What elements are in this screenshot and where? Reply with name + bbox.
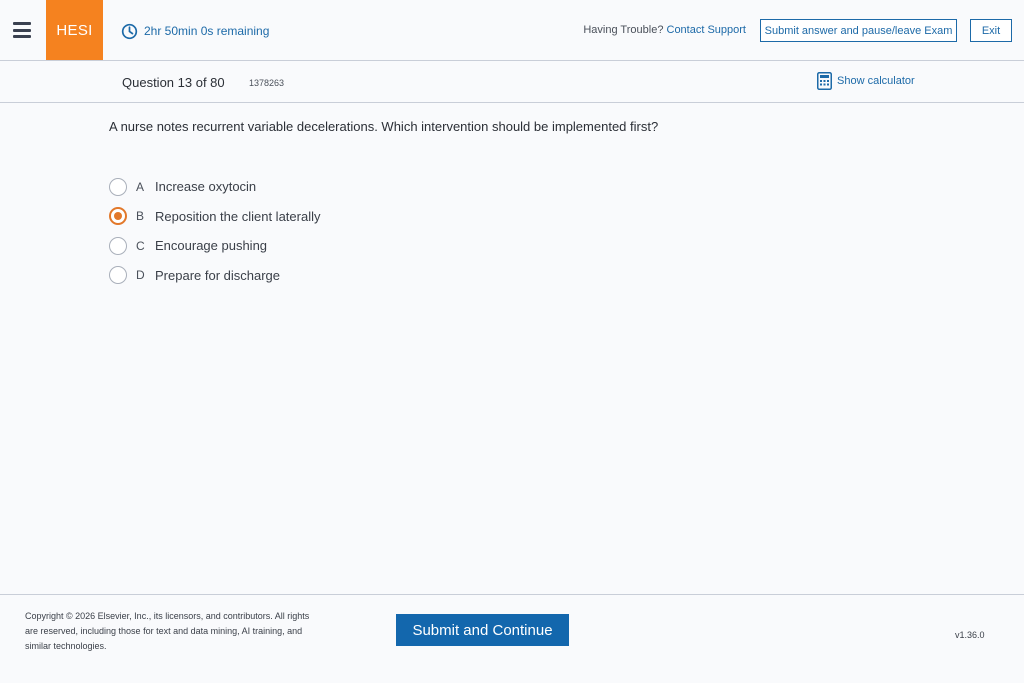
option-letter: D <box>136 268 145 283</box>
option-text: Prepare for discharge <box>155 267 281 283</box>
pause-leave-exam-button[interactable]: Submit answer and pause/leave Exam <box>760 19 957 42</box>
option-text: Encourage pushing <box>155 238 268 254</box>
header <box>0 0 1024 61</box>
timer <box>121 22 269 40</box>
option-letter: B <box>136 209 145 224</box>
footer <box>0 594 1024 683</box>
option-text: Reposition the client laterally <box>155 208 321 224</box>
timer-text: 2hr 50min 0s remaining <box>144 24 270 38</box>
radio-button-d[interactable] <box>109 266 127 284</box>
help-text <box>583 24 746 36</box>
question-number: Question 13 of 80 <box>122 75 225 90</box>
contact-support-link[interactable]: Contact Support <box>666 24 746 36</box>
option-letter: A <box>136 179 145 194</box>
answer-option-b[interactable] <box>109 202 320 232</box>
clock-icon <box>121 23 138 40</box>
radio-button-c[interactable] <box>109 237 127 255</box>
answer-options <box>109 172 320 290</box>
submit-and-continue-button[interactable]: Submit and Continue <box>396 614 569 646</box>
copyright-text: Copyright © 2026 Elsevier, Inc., its licensors, and contributors. All rights are reserved, including those for text and data mining, AI training, and similar technologies. <box>25 611 310 651</box>
hesi-logo: HESI <box>46 0 103 60</box>
show-calculator-button[interactable] <box>817 72 915 90</box>
answer-option-c[interactable] <box>109 231 320 261</box>
hamburger-menu-icon[interactable] <box>13 22 31 38</box>
show-calculator-label: Show calculator <box>837 75 915 87</box>
radio-button-a[interactable] <box>109 178 127 196</box>
answer-option-d[interactable] <box>109 261 320 291</box>
option-text: Increase oxytocin <box>155 179 257 195</box>
trouble-label: Having Trouble? <box>583 24 664 36</box>
question-id: 1378263 <box>249 78 285 88</box>
radio-button-b[interactable] <box>109 207 127 225</box>
version-label: v1.36.0 <box>955 630 985 640</box>
calculator-icon <box>817 72 832 90</box>
option-letter: C <box>136 238 145 253</box>
question-stem: A nurse notes recurrent variable decelerations. Which intervention should be implemented first? <box>109 119 659 134</box>
answer-option-a[interactable] <box>109 172 320 202</box>
exit-button[interactable]: Exit <box>970 19 1012 42</box>
question-bar <box>0 61 1024 103</box>
